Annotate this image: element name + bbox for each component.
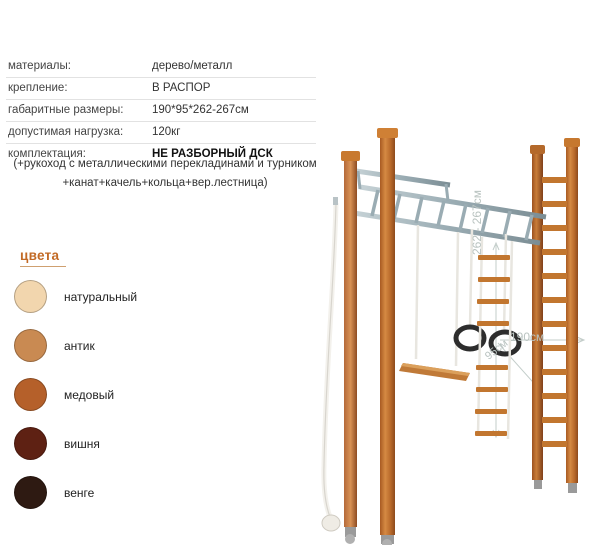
list-item[interactable] — [14, 272, 214, 321]
color-label-antique: антик — [64, 338, 95, 353]
spec-value-mounting: В РАСПОР — [150, 78, 316, 100]
table-row — [6, 100, 316, 122]
color-swatch-antique[interactable] — [14, 329, 47, 362]
color-swatch-cherry[interactable] — [14, 427, 47, 460]
table-row — [6, 122, 316, 144]
color-label-wenge: венге — [64, 485, 95, 500]
wall-bars-ladder — [530, 138, 580, 493]
color-swatch-natural[interactable] — [14, 280, 47, 313]
spec-value-dimensions: 190*95*262-267см — [150, 100, 316, 122]
dimension-width-label: 190см — [510, 330, 545, 344]
spec-label-mounting: крепление: — [6, 78, 150, 100]
climbing-rope — [322, 197, 340, 531]
table-row — [6, 56, 316, 78]
colors-list — [14, 272, 214, 517]
configuration-details-line-2: +канат+качель+кольца+вер.лестница) — [62, 177, 268, 189]
color-label-honey: медовый — [64, 387, 115, 402]
color-label-cherry: вишня — [64, 436, 100, 451]
color-swatch-wenge[interactable] — [14, 476, 47, 509]
spec-label-load: допустимая нагрузка: — [6, 122, 150, 144]
product-photo — [300, 105, 600, 545]
configuration-details-line-1: (+рукоход с металлическими перекладинами и турником — [13, 158, 317, 170]
list-item[interactable] — [14, 419, 214, 468]
product-illustration — [300, 105, 600, 545]
spec-label-configuration: комплектация: — [8, 148, 86, 160]
table-row — [6, 78, 316, 100]
swing — [399, 225, 470, 381]
specifications-table — [6, 56, 316, 165]
left-post — [341, 151, 360, 544]
mid-post — [377, 128, 398, 545]
color-swatch-honey[interactable] — [14, 378, 47, 411]
spec-label-material: материалы: — [6, 56, 150, 78]
dimension-height-label: 262 - 267см — [470, 190, 484, 255]
spec-value-load: 120кг — [150, 122, 316, 144]
spec-label-dimensions: габаритные размеры: — [6, 100, 150, 122]
list-item[interactable] — [14, 321, 214, 370]
configuration-details — [6, 155, 324, 193]
colors-heading: цвета — [20, 248, 60, 263]
list-item[interactable] — [14, 370, 214, 419]
colors-heading-underline — [20, 266, 66, 267]
spec-value-configuration-strong: НЕ РАЗБОРНЫЙ ДСК — [152, 148, 273, 160]
spec-value-material: дерево/металл — [150, 56, 316, 78]
list-item[interactable] — [14, 468, 214, 517]
dimension-depth-label: 95см — [483, 337, 511, 363]
color-label-natural: натуральный — [64, 289, 138, 304]
specifications-body — [6, 56, 316, 165]
